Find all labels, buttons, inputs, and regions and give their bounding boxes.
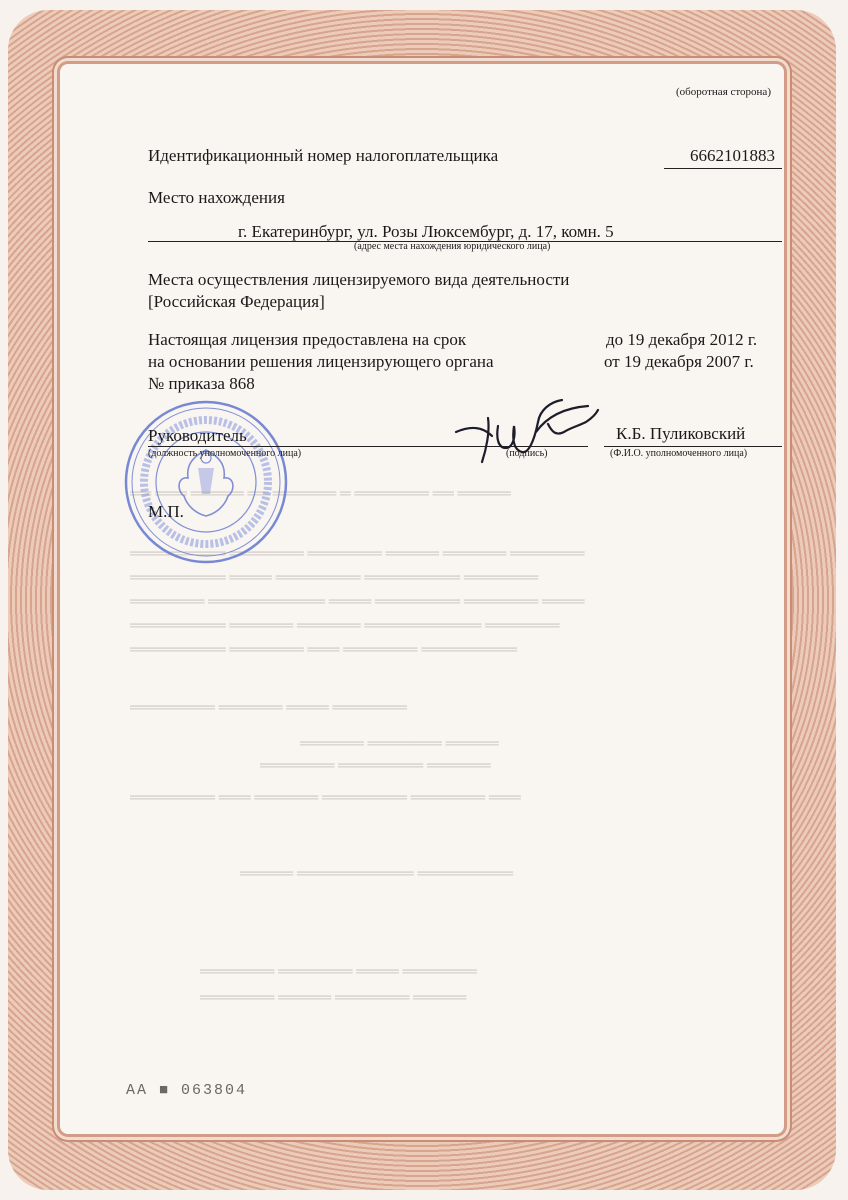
signatory-name-caption: (Ф.И.О. уполномоченного лица)	[610, 448, 748, 459]
signatory-position-caption: (должность уполномоченного лица)	[148, 448, 302, 459]
signature-caption: (подпись)	[506, 448, 548, 459]
inn-label: Идентификационный номер налогоплательщика	[148, 146, 499, 165]
activity-places-label: Места осуществления лицензируемого вида деятельности	[148, 270, 570, 289]
inn-value: 6662101883	[690, 146, 775, 165]
show-through-text: ═════════ ═══════ ═══ ═══════ ═════════	[130, 642, 517, 658]
location-label: Место нахождения	[148, 188, 285, 207]
show-through-text: ══ ═══ ═════ ══ ══════ ═ ═══════ ══ ═════	[130, 486, 511, 502]
show-through-text: ═══════ ═══════ ════ ═══════	[200, 964, 477, 980]
basis-label: на основании решения лицензирующего органа	[148, 352, 494, 371]
show-through-text: ═══════ ═════ ═══════ ═════	[200, 990, 467, 1006]
signatory-name-line	[604, 446, 782, 447]
signatory-position: Руководитель	[148, 426, 247, 445]
order-number: № приказа 868	[148, 374, 255, 393]
show-through-text: ══════ ═══════ ═════	[300, 736, 499, 752]
basis-value: от 19 декабря 2007 г.	[604, 352, 754, 371]
side-note: (оборотная сторона)	[676, 86, 771, 98]
show-through-text: ════════ ═══ ══════ ════════ ═══════ ═══	[130, 790, 521, 806]
show-through-text: ═══════ ═══════════ ════ ════════ ═══════ ════	[130, 594, 585, 610]
term-value: до 19 декабря 2012 г.	[606, 330, 758, 349]
seal-place: М.П.	[148, 502, 184, 521]
inn-underline	[664, 168, 782, 169]
show-through-text: ═════════ ════ ════════ ═════════ ═══════	[130, 570, 539, 586]
location-value: г. Екатеринбург, ул. Розы Люксембург, д. 17, комн. 5	[238, 222, 614, 241]
show-through-text: ═════════ ══════ ══════ ═══════════ ═══════	[130, 618, 560, 634]
show-through-text: ════════ ══════ ════ ═══════	[130, 700, 407, 716]
show-through-text: ═════ ═══════════ ═════════	[240, 866, 514, 882]
form-serial-number: АА ■ 063804	[126, 1082, 248, 1099]
signatory-name: К.Б. Пуликовский	[616, 424, 746, 443]
activity-places-value: [Российская Федерация]	[148, 292, 325, 311]
official-stamp	[122, 398, 290, 566]
location-caption: (адрес места нахождения юридического лица)	[354, 241, 551, 252]
term-label: Настоящая лицензия предоставлена на срок	[148, 330, 467, 349]
show-through-text: ═══════ ════════ ══════	[260, 758, 491, 774]
handwritten-signature	[452, 392, 602, 472]
show-through-text: ═════════ ═══════ ═══════ ═════ ══════ ═══════	[130, 546, 585, 562]
